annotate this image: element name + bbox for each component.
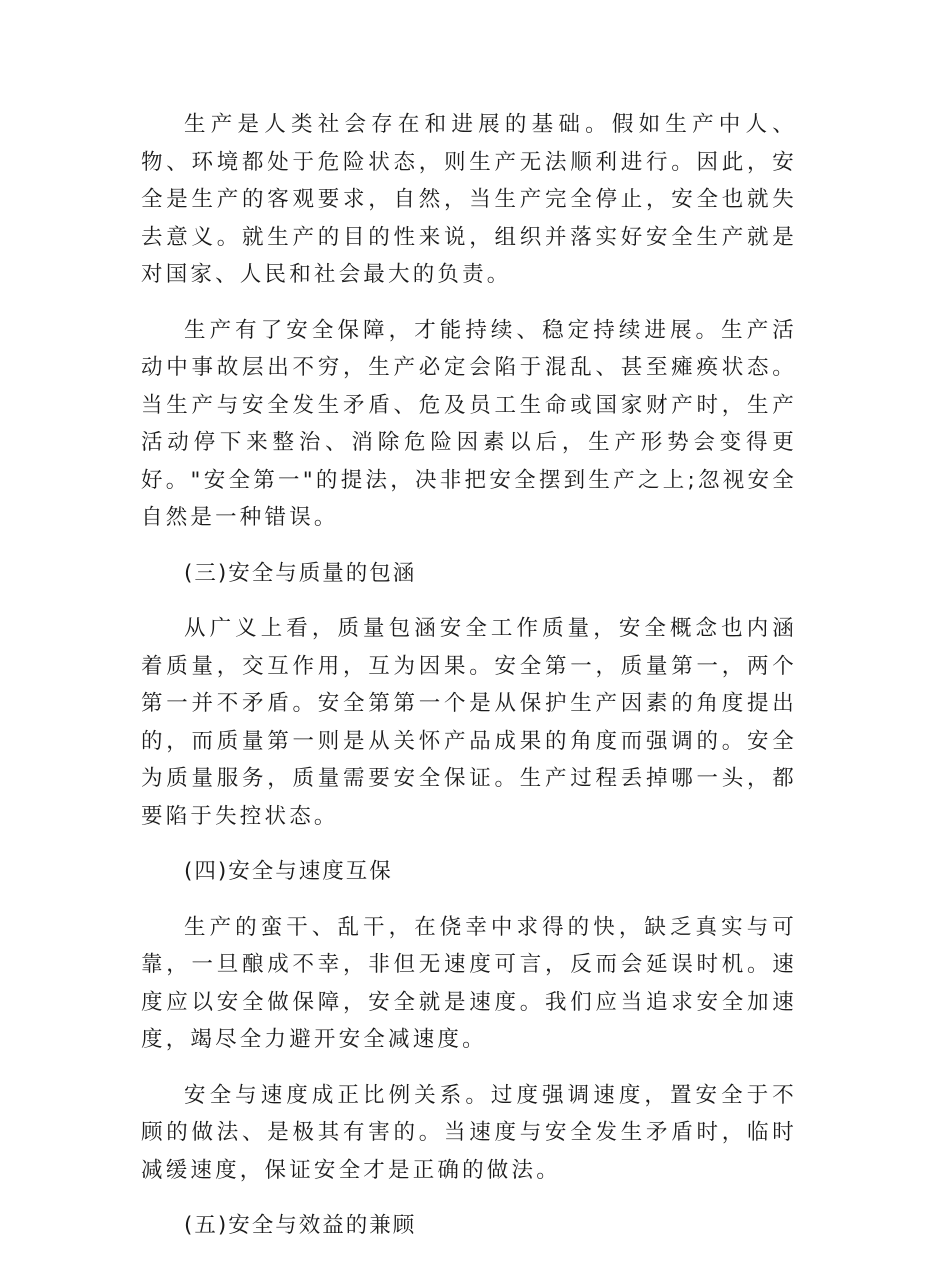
section-heading-safety-speed: (四)安全与速度互保 (184, 859, 393, 884)
document-body (141, 106, 797, 1263)
paragraph-safety-guarantee: 生产有了安全保障，才能持续、稳定持续进展。生产活动中事故层出不穷，生产必定会陷于混乱、甚至瘫痪状态。当生产与安全发生矛盾、危及员工生命或国家财产时，生产活动停下来整治、消除危险因素以后，生产形势会变得更好。"安全第一"的提法，决非把安全摆到生产之上;忽视安全自然是一种错误。 (141, 317, 797, 530)
section-heading-safety-quality: (三)安全与质量的包涵 (184, 560, 417, 586)
paragraph-production-basis: 生产是人类社会存在和进展的基础。假如生产中人、物、环境都处于危险状态，则生产无法顺利进行。因此，安全是生产的客观要求，自然，当生产完全停止，安全也就失去意义。就生产的目的性来说，组织并落实好安全生产就是对国家、人民和社会最大的负责。 (141, 112, 797, 287)
paragraph-safety-quality: 从广义上看，质量包涵安全工作质量，安全概念也内涵着质量，交互作用，互为因果。安全第一，质量第一，两个第一并不矛盾。安全第第一个是从保护生产因素的角度提出的，而质量第一则是从关怀产品成果的角度而强调的。安全为质量服务，质量需要安全保证。生产过程丢掉哪一头，都要陷于失控状态。 (141, 616, 797, 829)
section-heading-safety-benefit: (五)安全与效益的兼顾 (184, 1213, 417, 1238)
paragraph-speed-proportion: 安全与速度成正比例关系。过度强调速度，置安全于不顾的做法、是极其有害的。当速度与安全发生矛盾时，临时减缓速度，保证安全才是正确的做法。 (141, 1082, 797, 1183)
paragraph-safety-speed: 生产的蛮干、乱干，在侥幸中求得的快，缺乏真实与可靠，一旦酿成不幸，非但无速度可言，反而会延误时机。速度应以安全做保障，安全就是速度。我们应当追求安全加速度，竭尽全力避开安全减速度。 (141, 914, 797, 1052)
